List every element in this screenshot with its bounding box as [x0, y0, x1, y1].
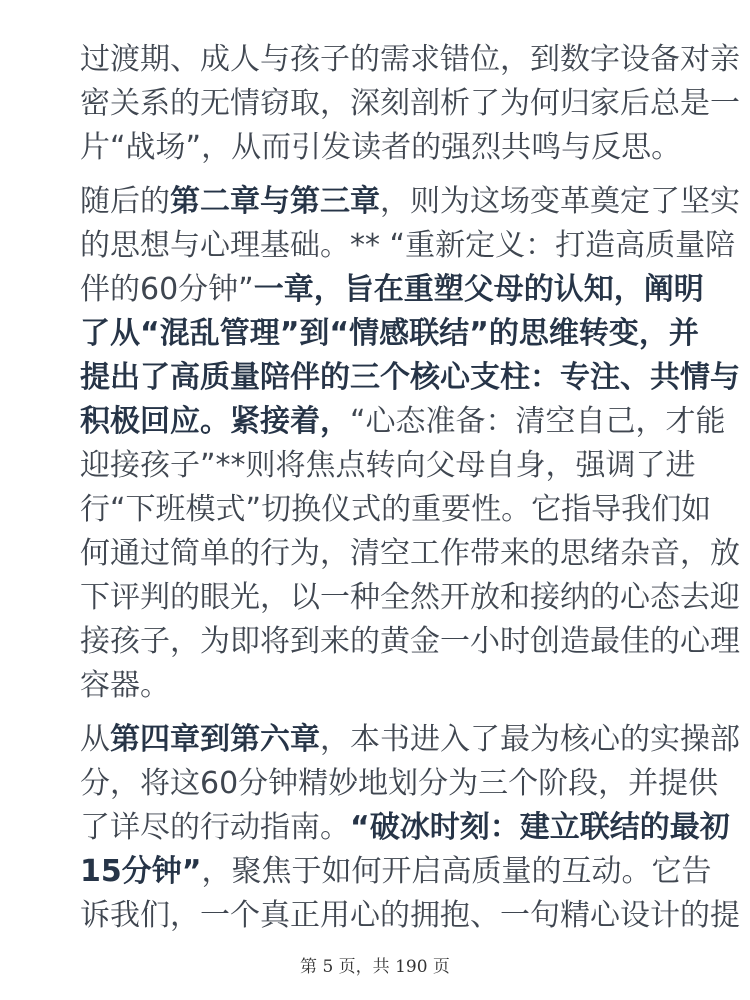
text-run: “心态准备：清空自己，才能: [350, 404, 726, 439]
text-run: 密关系的无情窃取，深刻剖析了为何归家后总是一: [80, 86, 740, 121]
bold-text: 了从“混乱管理”到“情感联结”的思维转变，并: [80, 316, 699, 351]
text-line: [80, 400, 726, 444]
body-text: [80, 38, 740, 948]
text-run: 片“战场”，从而引发读者的强烈共鸣与反思。: [80, 130, 682, 165]
paragraph: [80, 718, 740, 938]
text-run: 诉我们，一个真正用心的拥抱、一句精心设计的提: [80, 898, 740, 933]
text-run: 下评判的眼光，以一种全然开放和接纳的心态去迎: [80, 580, 740, 615]
text-line: [80, 356, 740, 400]
bold-text: 一章，旨在重塑父母的认知，阐明: [253, 272, 704, 307]
text-line: [80, 444, 696, 488]
text-line: [80, 532, 740, 576]
text-run: 随后的: [80, 184, 170, 219]
text-run: ，则为这场变革奠定了坚实: [380, 184, 740, 219]
bold-text: “破冰时刻：建立联结的最初: [350, 810, 730, 845]
text-line: [80, 180, 740, 224]
text-line: [80, 224, 736, 268]
text-run: ，聚焦于如何开启高质量的互动。它告: [201, 854, 712, 889]
text-line: [80, 894, 740, 938]
text-line: [80, 82, 740, 126]
text-line: [80, 664, 680, 708]
text-run: 行“下班模式”切换仪式的重要性。它指导我们如: [80, 492, 712, 527]
page-number: 第 5 页，共 190 页: [300, 957, 450, 977]
paragraph: [80, 180, 740, 708]
text-run: 从: [80, 722, 110, 757]
text-line: [80, 312, 699, 356]
paragraph: [80, 38, 740, 170]
text-run: 了详尽的行动指南。: [80, 810, 350, 845]
text-run: 分，将这60分钟精妙地划分为三个阶段，并提供: [80, 766, 719, 801]
text-line: [80, 850, 712, 894]
text-line: [80, 806, 730, 850]
bold-text: 15分钟”: [80, 854, 202, 889]
text-line: [80, 762, 719, 806]
text-run: 容器。: [80, 668, 170, 703]
text-line: [80, 126, 680, 170]
text-line: [80, 718, 740, 762]
text-run: 过渡期、成人与孩子的需求错位，到数字设备对亲: [80, 42, 740, 77]
text-run: 接孩子，为即将到来的黄金一小时创造最佳的心理: [80, 624, 740, 659]
text-line: [80, 38, 740, 82]
text-line: [80, 620, 740, 664]
text-line: [80, 488, 712, 532]
text-run: ，本书进入了最为核心的实操部: [320, 722, 740, 757]
bold-text: 提出了高质量陪伴的三个核心支柱：专注、共情与: [80, 360, 740, 395]
text-run: 伴的60分钟”: [80, 272, 254, 307]
text-line: [80, 268, 704, 312]
text-run: 迎接孩子”**则将焦点转向父母自身，强调了进: [80, 448, 696, 483]
bold-text: 第四章到第六章: [110, 722, 320, 757]
text-line: [80, 576, 740, 620]
bold-text: 第二章与第三章: [170, 184, 380, 219]
text-run: 的思想与心理基础。** “重新定义：打造高质量陪: [80, 228, 736, 263]
bold-text: 积极回应。紧接着，: [80, 404, 350, 439]
text-run: 何通过简单的行为，清空工作带来的思绪杂音，放: [80, 536, 740, 571]
